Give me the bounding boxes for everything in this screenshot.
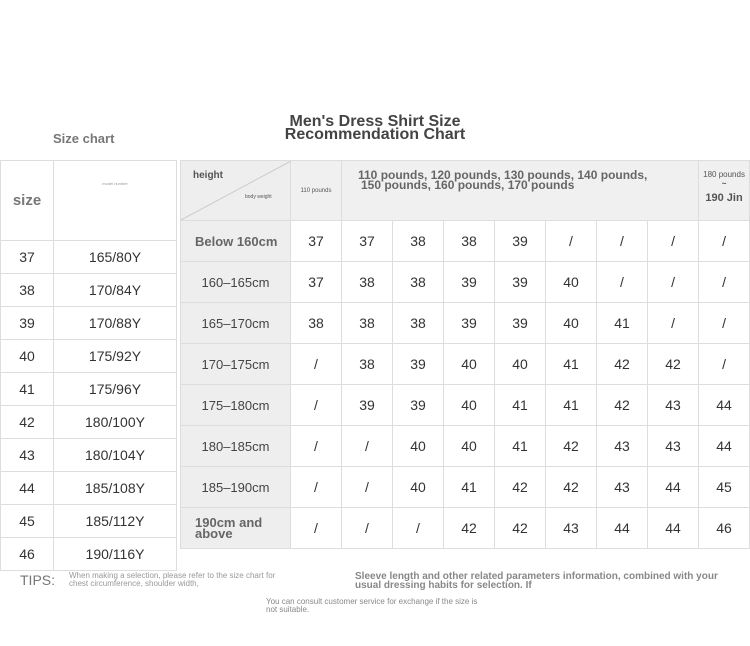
table-row bbox=[1, 340, 177, 373]
size-value-cell: / bbox=[699, 303, 750, 344]
size-value-cell: 37 bbox=[291, 262, 342, 303]
size-value-cell: 38 bbox=[291, 303, 342, 344]
table-row bbox=[1, 472, 177, 505]
size-value-cell: 45 bbox=[699, 467, 750, 508]
size-cell: 42 bbox=[1, 406, 54, 439]
table-row bbox=[181, 303, 750, 344]
table-row bbox=[181, 262, 750, 303]
size-value-cell: 41 bbox=[597, 303, 648, 344]
size-value-cell: / bbox=[291, 426, 342, 467]
size-value-cell: 37 bbox=[342, 221, 393, 262]
size-value-cell: 42 bbox=[444, 508, 495, 549]
size-cell: 46 bbox=[1, 538, 54, 571]
table-row bbox=[1, 241, 177, 274]
table-row bbox=[1, 439, 177, 472]
size-value-cell: 38 bbox=[393, 262, 444, 303]
table-row bbox=[1, 538, 177, 571]
height-cell: 185–190cm bbox=[181, 467, 291, 508]
size-value-cell: 40 bbox=[444, 385, 495, 426]
size-value-cell: 42 bbox=[597, 344, 648, 385]
size-value-cell: / bbox=[291, 467, 342, 508]
height-weight-header bbox=[181, 161, 291, 221]
model-number-cell: 165/80Y bbox=[54, 241, 177, 274]
table-row bbox=[181, 344, 750, 385]
table-row bbox=[1, 274, 177, 307]
size-value-cell: / bbox=[546, 221, 597, 262]
size-value-cell: 39 bbox=[495, 303, 546, 344]
table-row bbox=[181, 508, 750, 549]
size-value-cell: 39 bbox=[495, 221, 546, 262]
size-value-cell: 40 bbox=[546, 303, 597, 344]
table-row bbox=[181, 426, 750, 467]
model-header: model number bbox=[54, 161, 177, 241]
title-line: Recommendation Chart bbox=[284, 126, 466, 143]
size-value-cell: 44 bbox=[648, 467, 699, 508]
table-row bbox=[181, 221, 750, 262]
tips-label: TIPS: bbox=[20, 572, 56, 588]
size-value-cell: 41 bbox=[546, 344, 597, 385]
weight-bottom: 190 Jin bbox=[705, 192, 743, 204]
height-cell: 180–185cm bbox=[181, 426, 291, 467]
size-value-cell: / bbox=[393, 508, 444, 549]
height-cell: 160–165cm bbox=[181, 262, 291, 303]
size-value-cell: 41 bbox=[546, 385, 597, 426]
model-number-cell: 180/104Y bbox=[54, 439, 177, 472]
size-cell: 39 bbox=[1, 307, 54, 340]
table-row bbox=[1, 406, 177, 439]
size-value-cell: 44 bbox=[699, 385, 750, 426]
size-value-cell: 42 bbox=[546, 426, 597, 467]
size-value-cell: 40 bbox=[495, 344, 546, 385]
size-cell: 44 bbox=[1, 472, 54, 505]
size-value-cell: / bbox=[291, 508, 342, 549]
height-cell: 190cm and above bbox=[181, 508, 291, 549]
size-table bbox=[0, 160, 177, 571]
header-row bbox=[181, 161, 750, 221]
size-value-cell: / bbox=[648, 221, 699, 262]
weight-range-line: 110 pounds, 120 pounds, 130 pounds, 140 pounds, bbox=[358, 168, 648, 182]
weight-header: 110 pounds bbox=[291, 161, 342, 221]
height-cell: 175–180cm bbox=[181, 385, 291, 426]
tips-text-3: You can consult customer service for exchange if the size is not suitable. bbox=[266, 597, 478, 614]
title-line: Men's Dress Shirt Size bbox=[289, 113, 461, 130]
size-value-cell: 40 bbox=[546, 262, 597, 303]
size-value-cell: / bbox=[648, 262, 699, 303]
size-cell: 40 bbox=[1, 340, 54, 373]
size-value-cell: 40 bbox=[393, 467, 444, 508]
size-value-cell: 44 bbox=[699, 426, 750, 467]
size-value-cell: 46 bbox=[699, 508, 750, 549]
model-number-cell: 170/88Y bbox=[54, 307, 177, 340]
height-label: height bbox=[193, 170, 223, 181]
model-number-cell: 175/96Y bbox=[54, 373, 177, 406]
size-value-cell: / bbox=[597, 262, 648, 303]
model-number-cell: 190/116Y bbox=[54, 538, 177, 571]
size-header: size bbox=[1, 161, 54, 241]
size-value-cell: / bbox=[597, 221, 648, 262]
weight-top: 180 pounds bbox=[703, 170, 745, 179]
size-value-cell: 40 bbox=[444, 344, 495, 385]
model-number-cell: 185/112Y bbox=[54, 505, 177, 538]
size-value-cell: 44 bbox=[597, 508, 648, 549]
recommendation-table bbox=[180, 160, 750, 549]
size-value-cell: 42 bbox=[648, 344, 699, 385]
tips-text-1: When making a selection, please refer to the size chart for chest circumference, shoulder width, bbox=[69, 571, 276, 588]
size-value-cell: 39 bbox=[342, 385, 393, 426]
size-value-cell: 43 bbox=[597, 426, 648, 467]
table-row bbox=[1, 373, 177, 406]
size-value-cell: 44 bbox=[648, 508, 699, 549]
size-value-cell: 37 bbox=[291, 221, 342, 262]
page-title bbox=[230, 115, 520, 141]
size-chart-label: Size chart bbox=[53, 131, 115, 146]
size-value-cell: 40 bbox=[444, 426, 495, 467]
model-number-cell: 175/92Y bbox=[54, 340, 177, 373]
size-value-cell: 39 bbox=[393, 344, 444, 385]
size-value-cell: / bbox=[699, 344, 750, 385]
size-cell: 45 bbox=[1, 505, 54, 538]
last-weight-header bbox=[699, 161, 750, 221]
size-value-cell: / bbox=[291, 385, 342, 426]
size-value-cell: 42 bbox=[597, 385, 648, 426]
size-value-cell: 43 bbox=[648, 385, 699, 426]
size-value-cell: 38 bbox=[444, 221, 495, 262]
size-value-cell: / bbox=[648, 303, 699, 344]
size-value-cell: 43 bbox=[597, 467, 648, 508]
size-value-cell: 41 bbox=[495, 385, 546, 426]
weight-range-header bbox=[342, 161, 699, 221]
body-weight-label: body weight bbox=[245, 194, 272, 200]
size-value-cell: / bbox=[291, 344, 342, 385]
size-value-cell: / bbox=[342, 426, 393, 467]
size-value-cell: 38 bbox=[342, 344, 393, 385]
size-cell: 37 bbox=[1, 241, 54, 274]
model-number-cell: 185/108Y bbox=[54, 472, 177, 505]
size-value-cell: 38 bbox=[393, 303, 444, 344]
size-value-cell: 42 bbox=[495, 508, 546, 549]
size-cell: 38 bbox=[1, 274, 54, 307]
size-value-cell: 38 bbox=[393, 221, 444, 262]
size-cell: 43 bbox=[1, 439, 54, 472]
model-number-cell: 180/100Y bbox=[54, 406, 177, 439]
size-value-cell: / bbox=[699, 221, 750, 262]
size-value-cell: 41 bbox=[444, 467, 495, 508]
size-value-cell: 38 bbox=[342, 262, 393, 303]
height-cell: 165–170cm bbox=[181, 303, 291, 344]
size-value-cell: 39 bbox=[444, 262, 495, 303]
height-cell: Below 160cm bbox=[181, 221, 291, 262]
tilde: ~ bbox=[721, 179, 727, 188]
size-value-cell: 42 bbox=[546, 467, 597, 508]
table-row bbox=[181, 467, 750, 508]
size-value-cell: 39 bbox=[444, 303, 495, 344]
size-value-cell: 39 bbox=[393, 385, 444, 426]
size-value-cell: / bbox=[699, 262, 750, 303]
size-value-cell: 40 bbox=[393, 426, 444, 467]
weight-range-line: 150 pounds, 160 pounds, 170 pounds bbox=[361, 178, 575, 192]
table-row bbox=[1, 505, 177, 538]
model-number-cell: 170/84Y bbox=[54, 274, 177, 307]
size-value-cell: / bbox=[342, 467, 393, 508]
tips-text-2: Sleeve length and other related parameters information, combined with your usual dressing habits for selection. If bbox=[355, 571, 718, 591]
table-row bbox=[181, 385, 750, 426]
size-cell: 41 bbox=[1, 373, 54, 406]
size-value-cell: 41 bbox=[495, 426, 546, 467]
size-value-cell: 39 bbox=[495, 262, 546, 303]
height-cell: 170–175cm bbox=[181, 344, 291, 385]
size-value-cell: 42 bbox=[495, 467, 546, 508]
size-value-cell: 38 bbox=[342, 303, 393, 344]
size-value-cell: / bbox=[342, 508, 393, 549]
size-value-cell: 43 bbox=[546, 508, 597, 549]
size-value-cell: 43 bbox=[648, 426, 699, 467]
table-row bbox=[1, 307, 177, 340]
